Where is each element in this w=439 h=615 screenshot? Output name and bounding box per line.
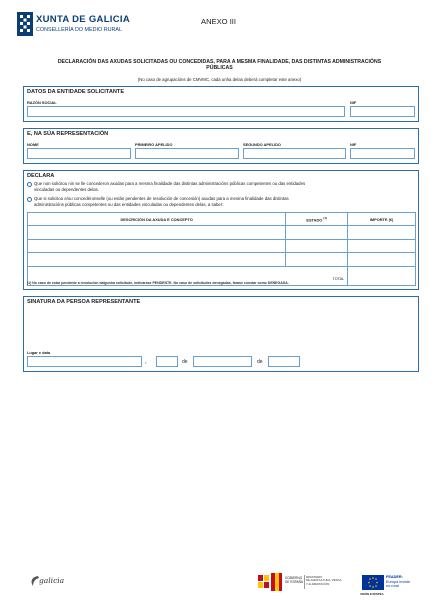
name-field[interactable] [27,148,131,159]
option-no-aid-line2: vinculadas ou dependentes delas. [34,187,99,193]
aid-description-cell[interactable] [28,253,286,267]
aid-table-row [28,239,416,253]
de-label-1: de [182,359,188,365]
government-line1: GOBIERNO [285,576,303,580]
representative-section-title: E, NA SÚA REPRESENTACIÓN [27,131,109,137]
aid-amount-cell[interactable] [348,253,416,267]
applicant-nif-label: NIF [350,100,357,105]
signature-section-title: SINATURA DA PERSOA REPRESENTANTE [27,299,141,305]
aid-amount-cell[interactable] [348,226,416,240]
first-surname-field[interactable] [135,148,239,159]
declaration-section [23,170,419,290]
aid-table-row [28,253,416,267]
org-name: XUNTA DE GALICIA [36,14,130,25]
signature-section [23,296,419,372]
document-title-line2: PÚBLICAS [206,65,233,72]
amount-column-header: IMPORTE (€) [348,213,416,226]
month-field[interactable] [193,356,252,367]
aid-description-cell[interactable] [28,226,286,240]
aid-table-row [28,226,416,240]
de-label-2: de [257,359,263,365]
aid-table [27,212,416,286]
option-no-aid-text [34,181,416,194]
day-field[interactable] [156,356,178,367]
ministry-line2: DE AGRICULTURA, PESCA [306,578,342,583]
description-column-header: DESCRICIÓN DA AXUDA E CONCEPTO [28,213,286,226]
aid-description-cell[interactable] [28,239,286,253]
status-header-note: (1) [323,215,328,220]
applicant-nif-field[interactable] [350,106,415,117]
declaration-section-title: DECLARA [27,173,55,179]
xunta-shield-icon [17,12,33,36]
ministry-name [306,576,341,586]
aid-status-cell[interactable] [286,226,348,240]
year-field[interactable] [268,356,300,367]
status-footnote: (1) No caso de estar pendente a resolución dalgunha solicitude, indicarase PENDENTE. No caso de solicitudes denegadas, farase constar como DENEGADA. [27,281,289,285]
place-field[interactable] [27,356,142,367]
status-column-header [286,213,348,226]
spain-flag-stripe-red-2 [279,573,282,591]
option-has-aid-text [34,196,416,209]
ministry-divider [304,575,305,589]
applicant-section-title: DATOS DA ENTIDADE SOLICITANTE [27,89,125,95]
representative-section [23,128,419,164]
eu-flag [362,575,384,590]
feader-line1: Europa inviste [386,579,411,584]
ministry-line3: Y ALIMENTACIÓN [306,581,330,586]
spain-coat-of-arms-icon [257,574,270,590]
document-title-line1: DECLARACIÓN DAS AXUDAS SOLICITADAS OU CONCEDIDAS, PARA A MESMA FINALIDADE, DAS DISTINTAS ADMINISTRACIÓNS [57,59,382,65]
aid-amount-cell[interactable] [348,239,416,253]
option-has-aid-line2: administracións públicas competentes ou das entidades vinculadas ou dependentes delas, a saber: [34,202,224,208]
company-name-field[interactable] [27,106,345,117]
option-has-aid-line1: Que si solicitou e/ou concedéronselle (ou están pendentes de resolución de concesión) axudas para a mesma finalidade das distintas [34,196,289,201]
total-amount-cell[interactable] [348,266,416,285]
total-label: TOTAL [332,276,345,281]
place-date-label: Lugar e data [27,350,51,355]
aid-table-header [28,213,416,226]
ministry-line1: MINISTERIO [306,575,323,579]
feader-title: FEADER: [386,575,403,579]
feader-label [386,575,410,589]
place-comma: , [145,359,147,365]
representative-nif-field[interactable] [350,148,415,159]
eu-stars-icon [362,575,384,590]
galicia-logo [30,574,70,588]
first-surname-label: PRIMEIRO APELIDO [135,142,173,147]
annex-label: ANEXO III [201,17,237,26]
document-subtitle: (No caso de agrupacións de CMVMC, cada unha delas deberá completar este anexo) [137,77,302,82]
feader-line2: no rural [386,584,399,589]
aid-status-cell[interactable] [286,253,348,267]
department-name: CONSELLERÍA DO MEDIO RURAL [36,27,122,33]
aid-status-cell[interactable] [286,239,348,253]
option-has-aid-checkbox[interactable] [27,197,32,202]
representative-nif-label: NIF [350,142,357,147]
eu-label: UNIÓN EUROPEA [360,592,384,596]
second-surname-field[interactable] [243,148,346,159]
status-header-label: ESTADO [306,217,323,223]
galicia-logo-text: galicia [39,576,65,585]
applicant-section [23,86,419,122]
option-no-aid-checkbox[interactable] [27,182,32,187]
second-surname-label: SEGUNDO APELIDO [243,142,281,147]
government-label [285,576,303,584]
name-label: NOME [27,142,39,147]
document-title [14,59,425,72]
xunta-logo [17,12,33,36]
option-no-aid-line1: Que non solicitou nin se lle concederon axudas para a mesma finalidade das distintas administracións públicas competentes ou das entidades [34,181,306,186]
government-line2: DE ESPAÑA [285,580,304,584]
company-name-label: RAZÓN SOCIAL [27,100,57,105]
